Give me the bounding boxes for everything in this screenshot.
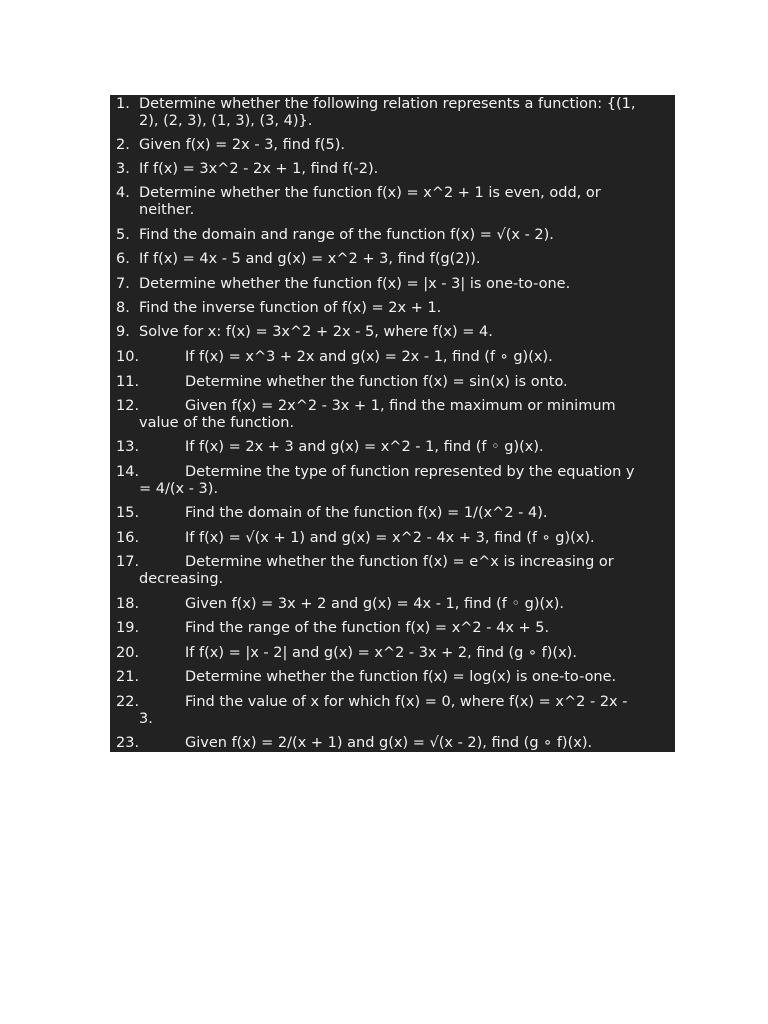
item-text-line: If f(x) = 4x - 5 and g(x) = x^2 + 3, find f(g(2)). (139, 251, 481, 267)
item-number: 18. (116, 596, 140, 612)
item-text-line: Determine whether the function f(x) = x^2 + 1 is even, odd, or (139, 185, 601, 201)
item-text-line: Find the domain and range of the function f(x) = √(x - 2). (139, 227, 554, 243)
item-text-line: Determine whether the function f(x) = e^x is increasing or (185, 554, 614, 570)
item-number: 5. (116, 227, 130, 243)
item-number: 6. (116, 251, 130, 267)
item-text-line: 2), (2, 3), (1, 3), (3, 4)}. (139, 113, 313, 129)
item-text-line: 3. (139, 711, 153, 727)
item-number: 12. (116, 398, 140, 414)
item-number: 21. (116, 669, 140, 685)
item-number: 15. (116, 505, 140, 521)
item-text-line: Find the domain of the function f(x) = 1/(x^2 - 4). (185, 505, 548, 521)
item-text-line: If f(x) = √(x + 1) and g(x) = x^2 - 4x + 3, find (f ∘ g)(x). (185, 530, 595, 546)
item-number: 11. (116, 374, 140, 390)
item-number: 2. (116, 137, 130, 153)
item-number: 20. (116, 645, 140, 661)
item-number: 4. (116, 185, 130, 201)
item-text-line: Determine the type of function represented by the equation y (185, 464, 635, 480)
item-number: 8. (116, 300, 130, 316)
item-number: 9. (116, 324, 130, 340)
item-text-line: value of the function. (139, 415, 295, 431)
item-text-line: = 4/(x - 3). (139, 481, 219, 497)
question-list (110, 95, 675, 752)
item-text-line: decreasing. (139, 571, 224, 587)
item-text-line: Given f(x) = 2/(x + 1) and g(x) = √(x - 2), find (g ∘ f)(x). (185, 735, 593, 751)
item-number: 17. (116, 554, 140, 570)
item-text-line: Given f(x) = 2x - 3, find f(5). (139, 137, 346, 153)
item-number: 7. (116, 276, 130, 292)
item-number: 14. (116, 464, 140, 480)
item-number: 23. (116, 735, 140, 751)
item-text-line: Find the value of x for which f(x) = 0, where f(x) = x^2 - 2x - (185, 694, 628, 710)
item-number: 3. (116, 161, 130, 177)
item-number: 1. (116, 96, 130, 112)
item-text-line: Determine whether the function f(x) = |x - 3| is one-to-one. (139, 276, 571, 292)
item-text-line: If f(x) = x^3 + 2x and g(x) = 2x - 1, find (f ∘ g)(x). (185, 349, 553, 365)
item-text-line: If f(x) = 2x + 3 and g(x) = x^2 - 1, find (f ◦ g)(x). (185, 439, 544, 455)
item-text-line: Determine whether the following relation represents a function: {(1, (139, 96, 636, 112)
item-number: 22. (116, 694, 140, 710)
item-text-line: Given f(x) = 3x + 2 and g(x) = 4x - 1, find (f ◦ g)(x). (185, 596, 565, 612)
item-text-line: Determine whether the function f(x) = sin(x) is onto. (185, 374, 568, 390)
item-text-line: Determine whether the function f(x) = log(x) is one-to-one. (185, 669, 617, 685)
item-number: 16. (116, 530, 140, 546)
item-text-line: Solve for x: f(x) = 3x^2 + 2x - 5, where f(x) = 4. (139, 324, 493, 340)
item-text-line: If f(x) = 3x^2 - 2x + 1, find f(-2). (139, 161, 379, 177)
item-text-line: If f(x) = |x - 2| and g(x) = x^2 - 3x + 2, find (g ∘ f)(x). (185, 645, 577, 661)
item-text-line: Find the inverse function of f(x) = 2x + 1. (139, 300, 442, 316)
item-text-line: Given f(x) = 2x^2 - 3x + 1, find the maximum or minimum (185, 398, 616, 414)
item-number: 19. (116, 620, 140, 636)
item-text-line: neither. (139, 202, 195, 218)
item-number: 10. (116, 349, 140, 365)
item-number: 13. (116, 439, 140, 455)
item-text-line: Find the range of the function f(x) = x^2 - 4x + 5. (185, 620, 550, 636)
